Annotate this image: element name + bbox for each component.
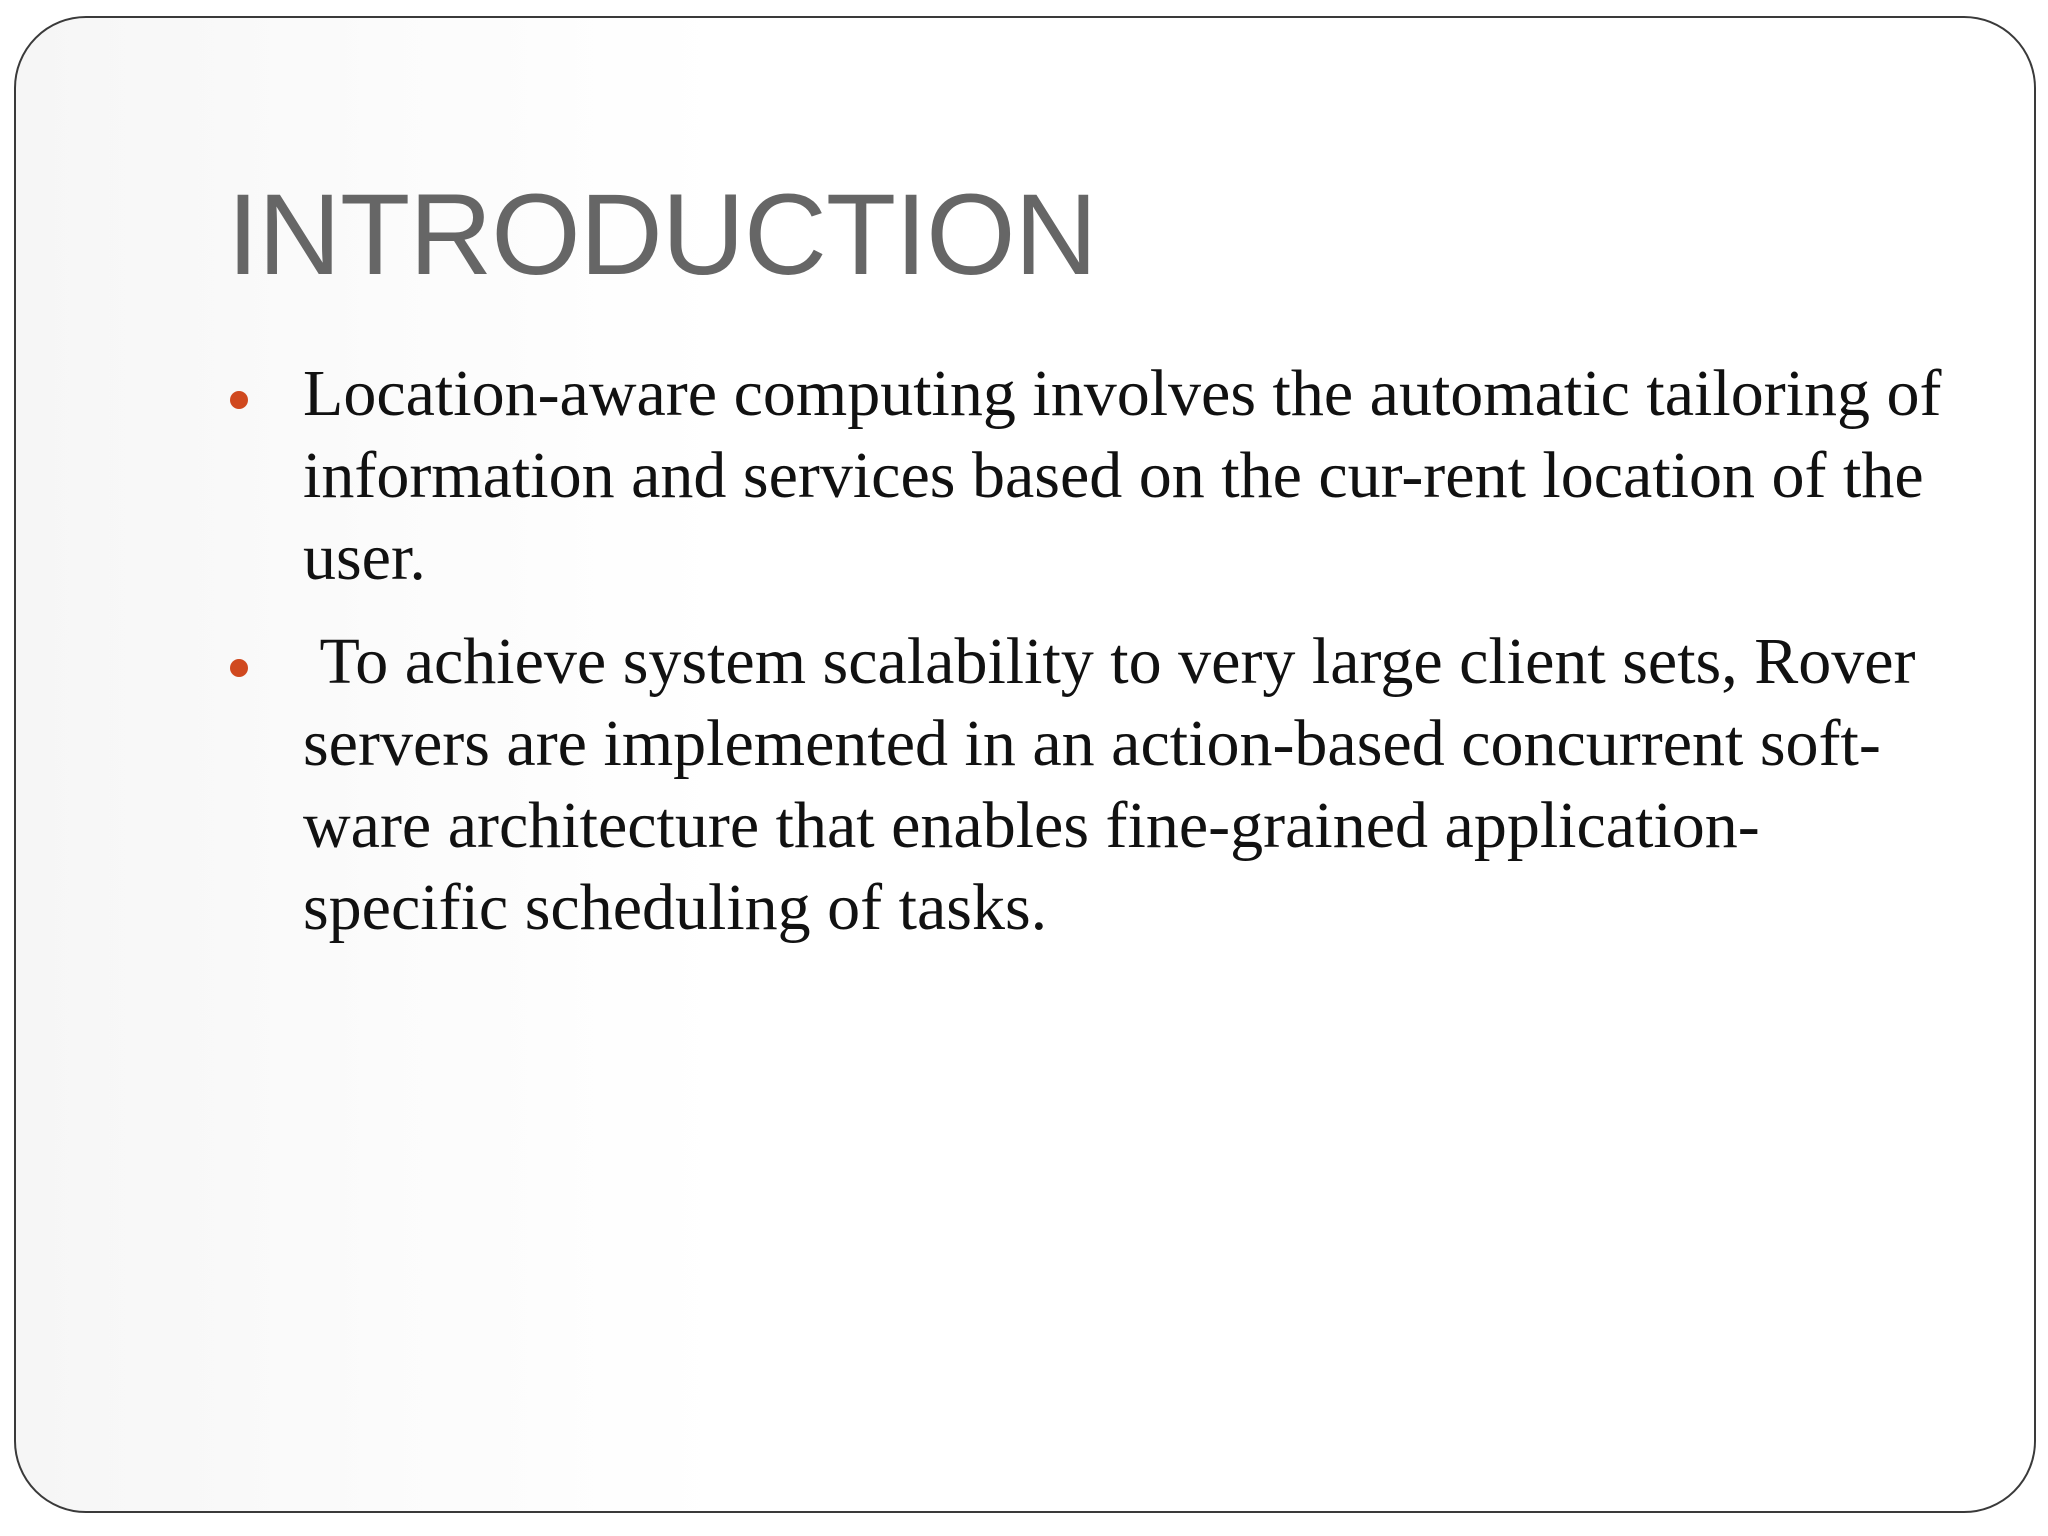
slide-title: INTRODUCTION [227, 171, 1097, 299]
bullet-list [230, 353, 1958, 971]
list-item [230, 621, 1950, 949]
slide [14, 16, 2036, 1513]
bullet-text: Location-aware computing involves the automatic tailoring of information and services based on the cur-rent location of the user. [303, 357, 1958, 594]
list-item [230, 353, 1958, 599]
bullet-text: To achieve system scalability to very large client sets, Rover servers are implemented in an action-based concurrent soft-ware architecture that enables fine-grained application-specific scheduling of tasks. [303, 625, 1933, 944]
bullet-icon [230, 391, 248, 409]
bullet-icon [230, 659, 248, 677]
